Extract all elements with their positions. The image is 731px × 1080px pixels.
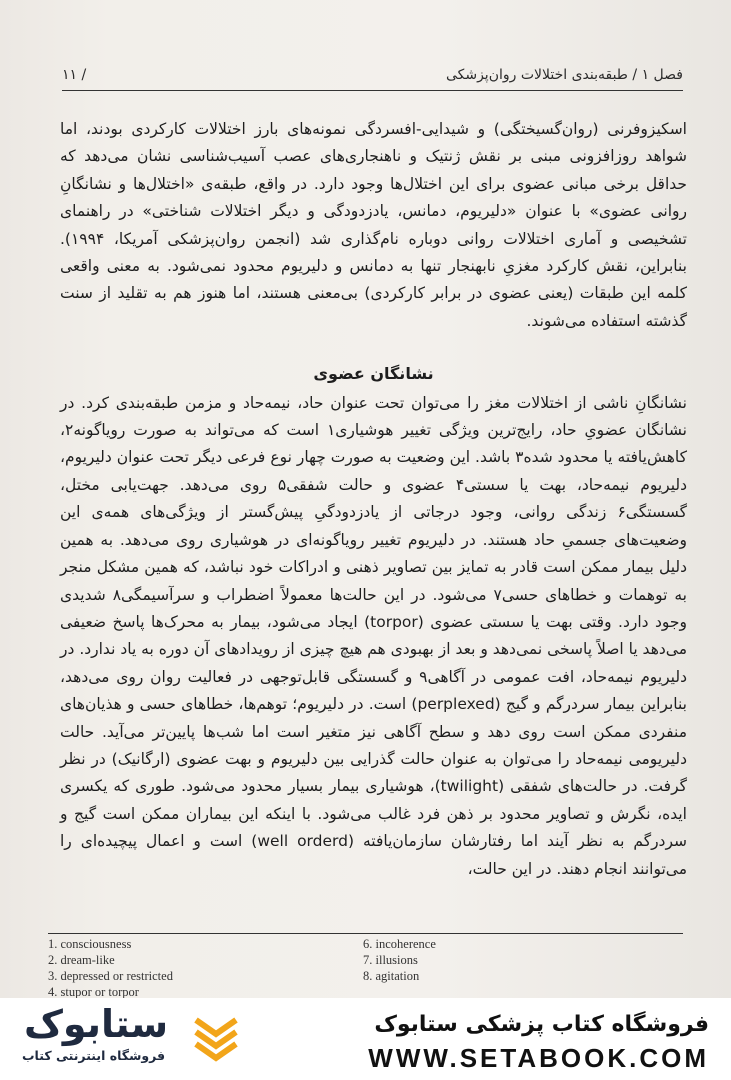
paragraph-intro: اسکیزوفرنی (روان‌گسیختگی) و شیدایی-افسردگی نمونه‌های بارز اختلالات کارکردی بودند، اما شواهد روزافزونی مبنی بر نقش ژنتیک و ناهنجاری‌های عصب آسیب‌شناسی نشان می‌دهد که حداقل برخی مبانی عضوی برای این اختلال‌ها وجود دارد. در واقع، طبقه‌ی «اختلال‌ها و نشانگانِ روانی عضوی» با عنوان «دلیریوم، دمانس، یادزدودگی و دیگر اختلالات شناختی» در راهنمای تشخیصی و آماری اختلالات روانی دوباره نام‌گذاری شد (انجمن روان‌پزشکی آمریکا، ۱۹۹۴). بنابراین، نقش کارکرد مغزیِ نابهنجار تنها به دمانس و دلیریوم محدود نمی‌شود. به معنی واقعی کلمه این طبقات (یعنی عضوی در برابر کارکردی) بی‌معنی هستند، اما هنوز هم به تقلید از سنت گذشته استفاده می‌شوند. [60, 120, 687, 330]
logo-wordmark: ستابوک [24, 1002, 169, 1046]
page-number-group [62, 67, 86, 83]
footnote-item: 2. dream-like [48, 953, 115, 967]
chapter-title: فصل ۱ / طبقه‌بندی اختلالات روان‌پزشکی [445, 67, 683, 83]
footnote-rule [48, 933, 683, 934]
body-text [60, 116, 687, 883]
footnotes-right-column [363, 936, 436, 984]
footnote-item: 7. illusions [363, 953, 418, 967]
section-heading: نشانگان عضوی [313, 364, 434, 384]
running-head [62, 62, 683, 88]
store-url[interactable]: WWW.SETABOOK.COM [368, 1043, 709, 1073]
footnote-item: 1. consciousness [48, 937, 132, 951]
setabook-logo [22, 1002, 272, 1072]
footnote-item: 8. agitation [363, 969, 420, 983]
logo-tagline: فروشگاه اینترنتی کتاب [22, 1048, 166, 1063]
paragraph-organic-syndromes: نشانگانِ ناشی از اختلالات مغز را می‌توان تحت عنوان حاد، نیمه‌حاد و مزمن طبقه‌بندی کرد. در نشانگان عضویِ حاد، رایج‌ترین ویژگی تغییر هوشیاری۱ است که می‌تواند به صورت رویاگونه۲، کاهش‌یافته یا محدود شده۳ باشد. این وضعیت به صورت چهار نوع فرعی دیگر تحت عنوان دلیریوم، دلیریوم نیمه‌حاد، بهت یا سستی۴ عضوی و حالت شفقی۵ روی می‌دهد. جهت‌یابی مختل، گسستگی۶ زندگی روانی، وجود درجاتی از یادزدودگیِ پیش‌گستر از ویژگی‌های همه‌ی این وضعیت‌های جسمیِ حاد هستند. در دلیریوم تغییر رویاگونه‌ای در هوشیاری روی می‌دهد. به همین دلیل بیمار ممکن است قادر به تمایز بین تصاویر ذهنی و ادراکات خود نباشد، که همین مشکل منجر به توهمات و خطاهای حسی۷ می‌شود. در این حالت‌ها معمولاً اضطراب و سرآسیمگی۸ شدیدی وجود دارد. وقتی بهت یا سستی عضوی (torpor) ایجاد می‌شود، بیمار به محرک‌ها پاسخ ضعیفی می‌دهد یا اصلاً پاسخی نمی‌دهد و بعد از بهبودی هم هیچ چیزی از رویدادهای آن دوره به یاد ندارد. در دلیریوم نیمه‌حاد، افت عمومی در آگاهی۹ و گسستگی قابل‌توجهی در فعالیت روان روی می‌دهد، بنابراین بیمار سردرگم و گیج (perplexed) است. در دلیریوم؛ توهم‌ها، خطاهای حسی و هذیان‌های منفردی ممکن است روی دهد و سطح آگاهی نیز متغیر است اما شب‌ها پایین‌تر می‌آید. حالت دلیریومی نیمه‌حاد را می‌توان به عنوان حالت گذرایی بین دلیریوم و بهت عضوی (ارگانیک) در نظر گرفت. در حالت‌های شفقی (twilight)، هوشیاری بیمار بسیار محدود می‌شود. طوری که یکسری ایده، نگرش و تصاویر محدود بر ذهن فرد غالب می‌شود. با اینکه این بیماران ممکن است گیج و سردرگم به نظر آیند اما رفتارشان سازمان‌یافته (well orderd) است و اعمال پیچیده‌ای را می‌توانند انجام دهند. در این حالت، [60, 393, 687, 878]
footnote-item: 6. incoherence [363, 937, 436, 951]
footnote-item: 4. stupor or torpor [48, 985, 139, 998]
store-title: فروشگاه کتاب پزشکی ستابوک [374, 1012, 709, 1037]
store-banner [0, 998, 731, 1080]
page-number: ۱۱ [62, 67, 78, 83]
footnote-item: 3. depressed or restricted [48, 969, 173, 983]
header-separator: / [81, 67, 87, 83]
book-chevron-icon [190, 1012, 242, 1064]
header-rule [62, 90, 683, 91]
footnotes-left-column [48, 936, 173, 998]
